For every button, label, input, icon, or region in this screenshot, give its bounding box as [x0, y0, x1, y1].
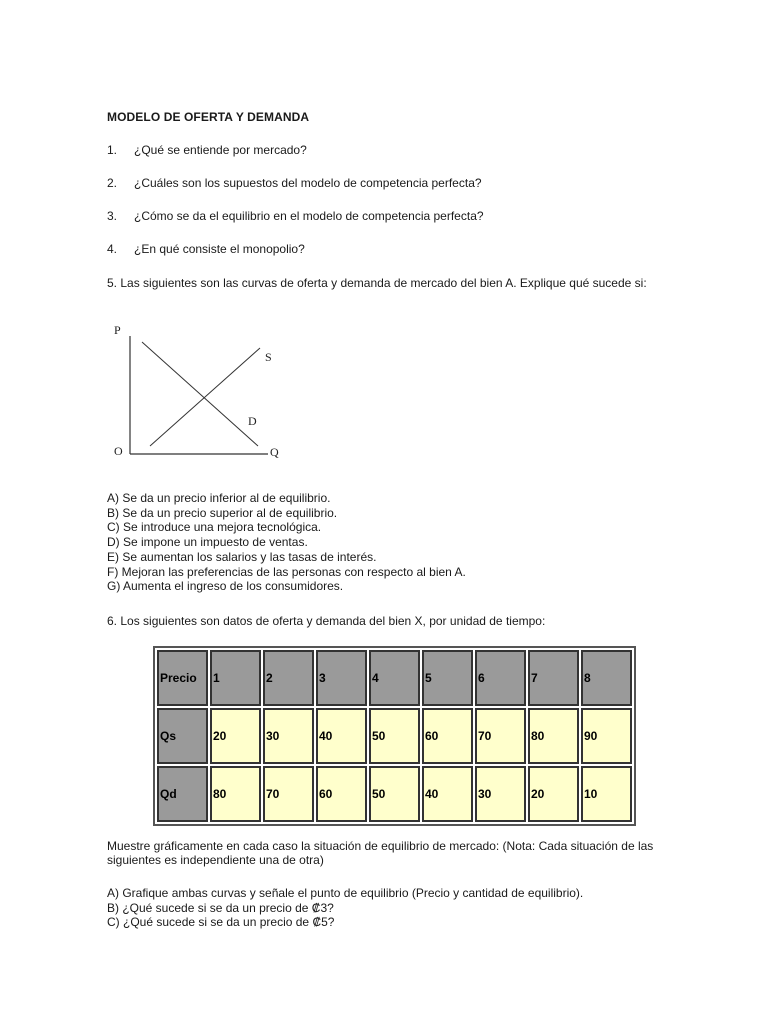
question-number: 3. — [107, 209, 118, 223]
page-title: MODELO DE OFERTA Y DEMANDA — [107, 110, 310, 124]
question-5-text: 5. Las siguientes son las curvas de oferta y demanda de mercado del bien A. Explique qué sucede si: — [107, 276, 647, 290]
question-6-options — [107, 886, 583, 930]
question-6-text: 6. Los siguientes son datos de oferta y demanda del bien X, por unidad de tiempo: — [107, 614, 546, 628]
option-item: G) Aumenta el ingreso de los consumidores. — [107, 579, 344, 594]
table-cell: 30 — [263, 708, 314, 764]
table-cell: 40 — [422, 766, 473, 822]
supply-label: S — [265, 350, 272, 364]
origin-label: O — [114, 444, 123, 458]
option-item: A) Grafique ambas curvas y señale el punto de equilibrio (Precio y cantidad de equilibrio). — [107, 886, 584, 900]
question-2 — [107, 176, 482, 190]
y-axis-label: P — [114, 323, 121, 337]
row-label: Qd — [157, 766, 208, 822]
table-cell: 70 — [475, 708, 526, 764]
table-cell: 50 — [369, 766, 420, 822]
table-cell: 20 — [210, 708, 261, 764]
row-label: Qs — [157, 708, 208, 764]
table-cell: 40 — [316, 708, 367, 764]
table-cell: 8 — [581, 650, 632, 706]
table-cell: 5 — [422, 650, 473, 706]
option-item: D) Se impone un impuesto de ventas. — [107, 535, 308, 550]
row-label: Precio — [157, 650, 208, 706]
question-text: ¿Cuáles son los supuestos del modelo de competencia perfecta? — [134, 176, 482, 190]
table-cell: 60 — [316, 766, 367, 822]
table-cell: 90 — [581, 708, 632, 764]
question-text: ¿Cómo se da el equilibrio en el modelo de competencia perfecta? — [134, 209, 484, 223]
supply-demand-table — [153, 646, 636, 826]
table-cell: 2 — [263, 650, 314, 706]
question-text: ¿Qué se entiende por mercado? — [134, 143, 307, 157]
supply-demand-graph — [108, 318, 288, 463]
option-item: C) Se introduce una mejora tecnológica. — [107, 520, 322, 535]
question-text: ¿En qué consiste el monopolio? — [134, 242, 305, 256]
option-item: B) Se da un precio superior al de equilibrio. — [107, 505, 338, 520]
table-cell: 60 — [422, 708, 473, 764]
x-axis-label: Q — [270, 445, 279, 459]
table-row — [157, 766, 632, 822]
question-number: 4. — [107, 242, 118, 256]
question-6-instruction: Muestre gráficamente en cada caso la situación de equilibrio de mercado: (Nota: Cada situación de las siguientes es independiente una de otra) — [107, 839, 654, 867]
option-item: A) Se da un precio inferior al de equilibrio. — [107, 491, 331, 505]
table-cell: 10 — [581, 766, 632, 822]
option-item: C) ¿Qué sucede si se da un precio de ₡5? — [107, 915, 335, 930]
table-cell: 80 — [210, 766, 261, 822]
question-3 — [107, 209, 484, 223]
demand-label: D — [248, 414, 257, 428]
option-item: F) Mejoran las preferencias de las personas con respecto al bien A. — [107, 564, 466, 579]
table-cell: 1 — [210, 650, 261, 706]
table-cell: 70 — [263, 766, 314, 822]
table-cell: 3 — [316, 650, 367, 706]
table-row — [157, 708, 632, 764]
option-item: E) Se aumentan los salarios y las tasas de interés. — [107, 549, 377, 564]
question-number: 1. — [107, 143, 118, 157]
table-cell: 6 — [475, 650, 526, 706]
supply-curve — [150, 348, 260, 446]
question-4 — [107, 242, 305, 256]
table-cell: 4 — [369, 650, 420, 706]
table-row — [157, 650, 632, 706]
question-1 — [107, 143, 307, 157]
question-number: 2. — [107, 176, 118, 190]
table-cell: 7 — [528, 650, 579, 706]
question-5-options — [107, 491, 466, 594]
table-cell: 50 — [369, 708, 420, 764]
demand-curve — [142, 342, 258, 446]
table-cell: 20 — [528, 766, 579, 822]
table-cell: 80 — [528, 708, 579, 764]
option-item: B) ¿Qué sucede si se da un precio de ₡3? — [107, 900, 334, 915]
table-cell: 30 — [475, 766, 526, 822]
